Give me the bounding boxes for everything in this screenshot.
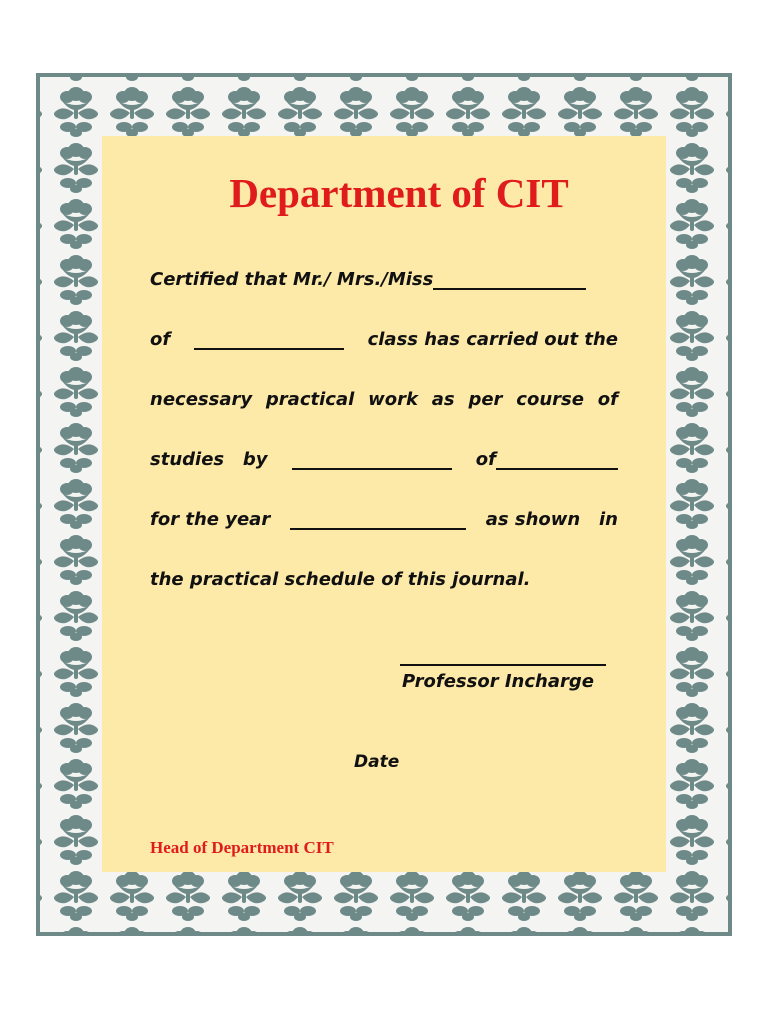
line-3-word: course	[516, 389, 584, 410]
certificate-line-5	[150, 508, 618, 568]
line-3-word: practical	[265, 389, 355, 410]
line-3-word: per	[468, 389, 503, 410]
line-1-text: Certified that Mr./ Mrs./Miss	[150, 269, 434, 290]
certificate-line-4	[150, 448, 618, 508]
certificate-line-1	[150, 268, 618, 328]
line-3-word: necessary	[150, 389, 253, 410]
line-3-word: work	[368, 389, 418, 410]
line-3-word: as	[431, 389, 455, 410]
line-6-text: the practical schedule of this journal.	[150, 569, 531, 590]
line-5-end: as shown in	[485, 509, 618, 530]
line-4-start: studies by	[150, 449, 268, 470]
certificate-line-6	[150, 568, 618, 628]
certificate-line-3	[150, 388, 618, 448]
name-blank	[433, 268, 586, 290]
line-5-start: for the year	[150, 509, 271, 530]
date-label: Date	[354, 752, 400, 772]
line-3-word: of	[597, 389, 618, 410]
certificate-title: Department of CIT	[229, 170, 569, 216]
professor-incharge-label: Professor Incharge	[402, 671, 594, 692]
head-of-department-label: Head of Department CIT	[150, 838, 334, 857]
line-2-start: of	[150, 329, 171, 350]
certificate-line-2	[150, 328, 618, 388]
line-2-end: class has carried out the	[367, 329, 618, 350]
studies-by-blank	[292, 448, 452, 470]
line-4-of: of	[475, 449, 496, 470]
of-blank	[496, 448, 618, 470]
year-blank	[290, 508, 466, 530]
class-blank	[194, 328, 344, 350]
signature-line	[400, 644, 606, 666]
